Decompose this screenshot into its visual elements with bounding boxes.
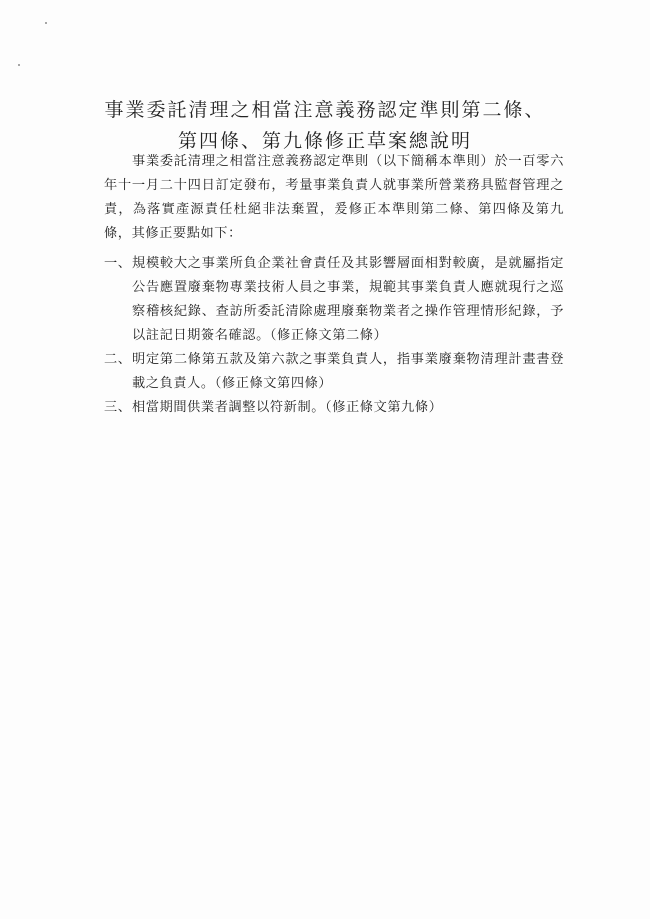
list-item [104,396,564,420]
intro-paragraph: 事業委託清理之相當注意義務認定準則（以下簡稱本準則）於一百零六年十一月二十四日訂定發布，考量事業負責人就事業所營業務具監督管理之責，為落實產源責任杜絕非法棄置，爰修正本準則第二條、第四條及第九條，其修正要點如下： [104,154,564,241]
document-title-line-2: 第四條、第九條修正草案總說明 [177,130,472,152]
document-title-line-1: 事業委託清理之相當注意義務認定準則第二條、 [104,99,546,121]
list-item-text: 明定第二條第五款及第六款之事業負責人，指事業廢棄物清理計畫書登載之負責人。（修正條文第四條） [132,352,564,391]
list-item-text: 相當期間供業者調整以符新制。（修正條文第九條） [132,400,443,415]
list-item-text: 規模較大之事業所負企業社會責任及其影響層面相對較廣，是就屬指定公告應置廢棄物專業技術人員之事業，規範其事業負責人應就現行之巡察稽核紀錄、查訪所委託清除處理廢棄物業者之操作管理情形紀錄，予以註記日期簽名確認。（修正條文第二條） [132,256,564,343]
list-item-marker: 二、 [104,352,132,367]
list-item-marker: 一、 [104,256,132,271]
list-item [104,252,564,348]
scan-speck [45,22,47,24]
list-item-marker: 三、 [104,400,132,415]
list-item [104,348,564,396]
scan-speck [18,64,20,66]
